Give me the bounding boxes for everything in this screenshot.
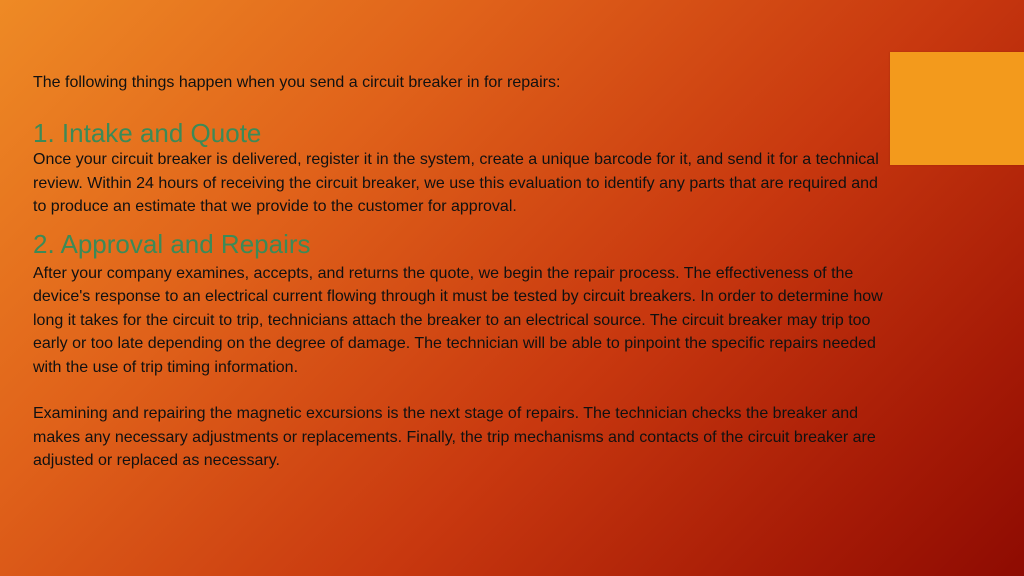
section-heading-repairs: 2. Approval and Repairs xyxy=(33,228,311,259)
slide-content xyxy=(33,71,883,473)
section-heading-intake: 1. Intake and Quote xyxy=(33,118,262,148)
section-paragraph-intake: Once your circuit breaker is delivered, register it in the system, create a unique barcode for it, and send it for a technical review. Within 24 hours of receiving the circuit breaker, we use this evaluation to identify any parts that are required and to produce an estimate that we provide to the customer for approval. xyxy=(33,151,879,215)
accent-box xyxy=(890,52,1024,165)
section-paragraph-repairs-2: Examining and repairing the magnetic excursions is the next stage of repairs. The technician checks the breaker and makes any necessary adjustments or replacements. Finally, the trip mechanisms and contacts of the circuit breaker are adjusted or replaced as necessary. xyxy=(33,405,876,469)
intro-text: The following things happen when you send a circuit breaker in for repairs: xyxy=(33,74,561,91)
section-paragraph-repairs-1: After your company examines, accepts, and returns the quote, we begin the repair process. The effectiveness of the device's response to an electrical current flowing through it must be tested by circuit breakers. In order to determine how long it takes for the circuit to trip, technicians attach the breaker to an electrical source. The circuit breaker may trip too early or too late depending on the degree of damage. The technician will be able to pinpoint the specific repairs needed with the use of trip timing information. xyxy=(33,264,883,376)
